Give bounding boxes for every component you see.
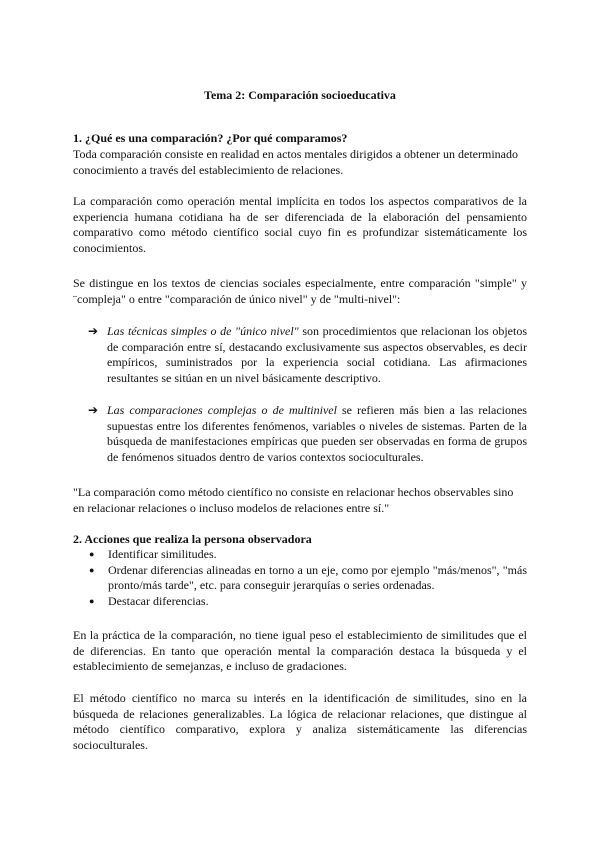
bullet-item: ● Identificar similitudes. xyxy=(89,547,217,561)
bullet-item: ● Ordenar diferencias alineadas en torno a un eje, como por ejemplo "más/menos", "más pronto/más tarde", etc. para conseguir jerarquías o series ordenadas. xyxy=(89,562,527,593)
bullet-icon: ● xyxy=(89,564,95,575)
bullet-item: ● Destacar diferencias. xyxy=(89,594,209,609)
section2-paragraph-1: En la práctica de la comparación, no tiene igual peso el establecimiento de similitudes que el de diferencias. En tanto que operación mental la comparación destaca la búsqueda y el establecimiento de semejanzas, e incluso de gradaciones. xyxy=(73,628,527,674)
quote-paragraph: "La comparación como método científico no consiste en relacionar hechos observables sino en relacionar relaciones o incluso modelos de relaciones entre sí." xyxy=(73,485,514,515)
bullet-list xyxy=(73,547,527,610)
arrow-list-item xyxy=(88,403,527,466)
bullet-icon: ● xyxy=(89,549,95,559)
arrow-list-item xyxy=(88,324,527,387)
arrow-item-emphasis: Las técnicas simples o de "único nivel" xyxy=(107,324,299,338)
arrow-item-emphasis: Las comparaciones complejas o de multinivel xyxy=(107,403,337,417)
section1-paragraph-3: Se distingue en los textos de ciencias sociales especialmente, entre comparación "simple" y ¨compleja" o entre "comparación de único nivel" y de "multi-nivel": xyxy=(73,276,527,306)
arrow-item-text: son procedimientos que relacionan los objetos de comparación entre sí, destacando exclusivamente sus aspectos observables, es decir empíricos, suministrados por la experiencia social cotidiana. Las afirmaciones resultantes se sitúan en un nivel básicamente descriptivo. xyxy=(107,324,527,386)
section1-paragraph-2: La comparación como operación mental implícita en todos los aspectos comparativos de la experiencia humana cotidiana ha de ser diferenciada de la elaboración del pensamiento comparativo como método científico social cuyo fin es profundizar sistemáticamente los conocimientos. xyxy=(73,194,527,256)
arrow-icon: ➔ xyxy=(88,403,99,417)
section1-paragraph-1: Toda comparación consiste en realidad en actos mentales dirigidos a obtener un determinado conocimiento a través del establecimiento de relaciones. xyxy=(73,147,519,177)
arrow-item-text: se refieren más bien a las relaciones supuestas entre los diferentes fenómenos, variables o niveles de sistemas. Parten de la búsqueda de manifestaciones empíricas que pueden ser observadas en forma de grupos de fenómenos situados dentro de varios contextos socioculturales. xyxy=(107,403,527,465)
bullet-icon: ● xyxy=(89,596,95,607)
section2-paragraph-2: El método científico no marca su interés en la identificación de similitudes, sino en la búsqueda de relaciones generalizables. La lógica de relacionar relaciones, que distingue al método científico comparativo, explora y analiza sistemáticamente las diferencias socioculturales. xyxy=(73,691,527,753)
section2-heading: 2. Acciones que realiza la persona observadora xyxy=(73,532,312,546)
section1-heading: 1. ¿Qué es una comparación? ¿Por qué comparamos? xyxy=(73,131,348,145)
page-title: Tema 2: Comparación socioeducativa xyxy=(204,88,396,102)
arrow-icon: ➔ xyxy=(88,324,99,338)
